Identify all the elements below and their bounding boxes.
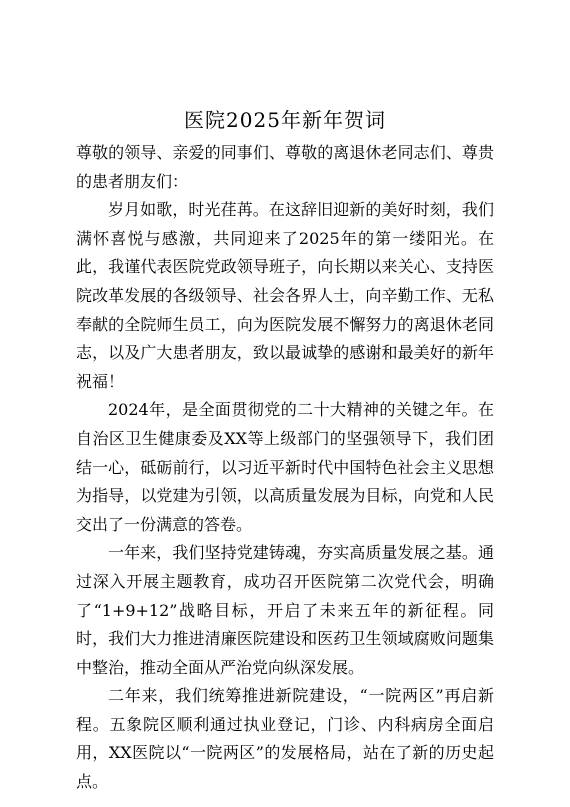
paragraph: 岁月如歌，时光荏苒。在这辞旧迎新的美好时刻，我们满怀喜悦与感激，共同迎来了2025年的第一缕阳光。在此，我谨代表医院党政领导班子，向长期以来关心、支持医院改革发展的各级领导、社会各界人士，向辛勤工作、无私奉献的全院师生员工，向为医院发展不懈努力的离退休老同志，以及广大患者朋友，致以最诚挚的感谢和最美好的新年祝福！ [76,200,494,391]
paragraph: 二年来，我们统筹推进新院建设，“一院两区”再启新程。五象院区顺利通过执业登记，门诊、内科病房全面启用，XX医院以“一院两区”的发展格局，站在了新的历史起点。 [76,686,494,792]
document-title: 医院2025年新年贺词 [184,108,386,132]
salutation: 尊敬的领导、亲爱的同事们、尊敬的离退休老同志们、尊贵的患者朋友们： [76,143,494,191]
document-body [76,139,494,797]
paragraph: 2024年，是全面贯彻党的二十大精神的关键之年。在自治区卫生健康委及XX等上级部门的坚强领导下，我们团结一心，砥砺前行，以习近平新时代中国特色社会主义思想为指导，以党建为引领，以高质量发展为目标，向党和人民交出了一份满意的答卷。 [76,400,494,534]
paragraph: 一年来，我们坚持党建铸魂，夯实高质量发展之基。通过深入开展主题教育，成功召开医院第二次党代会，明确了“1+9+12”战略目标，开启了未来五年的新征程。同时，我们大力推进清廉医院建设和医药卫生领域腐败问题集中整治，推动全面从严治党向纵深发展。 [76,543,494,677]
